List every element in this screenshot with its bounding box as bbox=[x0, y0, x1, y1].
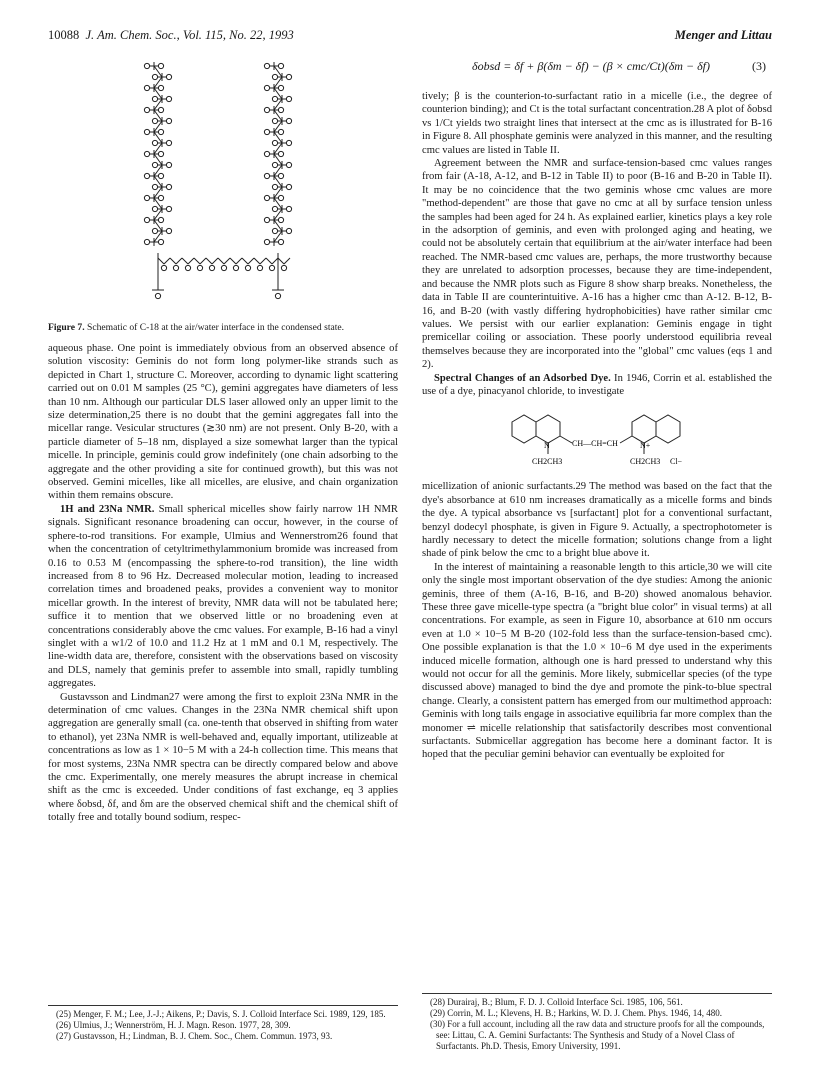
footnotes-left bbox=[48, 1005, 398, 1042]
paragraph: Agreement between the NMR and surface-tension-based cmc values ranges from fair (A-18, A-12, and B-12 in Table II) to poor (B-16 and B-20 in Table II). It may be no coincidence that the two geminis whose cmc values are more "method-dependent" are those that gave no cmc at all by surface tension unless the samples had been aged for 24 h. As explained earlier, kinetics plays a key role in the adsorption of geminis, and even with prolonged aging and heating, we could not be absolutely certain that equilibrium at the air/water interface had been reached. The NMR-based cmc values are, perhaps, the more trustworthy because they are unrelated to adsorption processes, because they are time-independent, and because the NMR plots such as Figure 8 show sharp breaks. Nonetheless, the data in Table II are counterintuitive. A-16 has a higher cmc than A-12. B-12, B-16, and B-20 (with vastly differing hydrophobicities) have rather similar cmc values. We persist with our earlier explanation: Geminis engage in tight premicellar coiling or association. These poorly understood equilibria reveal themselves because they are incorporated into the "global" cmc values (eqs 1 and 2). bbox=[422, 158, 772, 371]
dye-n-right: N+ bbox=[640, 441, 651, 451]
section-heading: Spectral Changes of an Adsorbed Dye. bbox=[434, 372, 611, 384]
right-column bbox=[422, 58, 772, 762]
section-heading: 1H and 23Na NMR. bbox=[60, 503, 155, 515]
journal-citation: J. Am. Chem. Soc., Vol. 115, No. 22, 1993 bbox=[85, 28, 294, 42]
reference: (27) Gustavsson, H.; Lindman, B. J. Chem. Soc., Chem. Commun. 1973, 93. bbox=[56, 1031, 333, 1041]
left-column bbox=[48, 58, 398, 825]
dye-chain: CH—CH=CH bbox=[572, 439, 618, 449]
reference: (25) Menger, F. M.; Lee, J.-J.; Aikens, P.; Davis, S. J. Colloid Interface Sci. 1989, 129, 185. bbox=[56, 1009, 386, 1019]
paragraph: tively; β is the counterion-to-surfactant ratio in a micelle (i.e., the degree of counterion binding); and Ct is the total surfactant concentration.28 A plot of δobsd vs 1/Ct yields two straight lines that intersect at the cmc as is illustrated for B-16 in Figure 8. All phosphate geminis were analyzed in this manner, and the resulting cmc values are listed in Table II. bbox=[422, 91, 772, 156]
paragraph: In the interest of maintaining a reasonable length to this article,30 we will cite only the single most important observation of the dye studies: Among the anionic geminis, three of them (A-16, B-16, and B-20) showed anomalous behavior. These three gave micelle-type spectra (a "bright blue color" in visual terms) at all concentrations. For example, as seen in Figure 10, absorbance at 610 nm occurs even at 1.0 × 10−5 M B-20 (102-fold less than the surface-tension-based cmc). One possible explanation is that the 1.0 × 10−6 M dye used in the experiments induced micelle formation, although one is hard pressed to understand why this would not occur for all the geminis. More likely, submicellar species (of the type discussed above) managed to bind the dye and promote the pink-to-blue spectral change. Clearly, a consistent pattern has emerged from our multimethod approach: Geminis with long tails engage in associative equilibria far more complex than the monomer ⇌ micelle relationship that satisfactorily describes most conventional surfactants. Submicellar aggregation has become here a dominant factor. It is hoped that the peculiar gemini behavior can eventually be exploited for bbox=[422, 561, 772, 761]
paragraph: Spectral Changes of an Adsorbed Dye. In 1946, Corrin et al. established the use of a dye, pinacyanol chloride, to investigate bbox=[422, 372, 772, 397]
paragraph: 1H and 23Na NMR. Small spherical micelles show fairly narrow 1H NMR signals. Significant resonance broadening can occur, however, in the course of sphere-to-rod transitions. For example, Ulmius and Wennerstrom26 found that when the concentration of cetyltrimethylammonium bromide was increased from 0.16 to 0.53 M (encompassing the sphere-to-rod transition), the line width increased from 8 to 96 Hz. Decreased molecular motion, leading to increased correlation times and broadened peaks, provides a convenient way to monitor micellar growth. In the interest of brevity, NMR data will not be tabulated here; suffice it to mention that we observed little or no broadening even at concentrations considerably above the cmc values. For example, B-16 had a vinyl singlet with a w1/2 of 10.0 and 11.2 Hz at 1 mM and 0.1 M, respectively. The line-width data are, therefore, consistent with the observations based on viscosity and DLS, namely that geminis prefer to assemble into small, rapidly tumbling aggregates. bbox=[48, 503, 398, 690]
figure-7 bbox=[48, 58, 398, 320]
figure-caption: Figure 7. Schematic of C-18 at the air/water interface in the condensed state. bbox=[48, 322, 345, 333]
molecule-schematic bbox=[128, 58, 328, 316]
running-authors: Menger and Littau bbox=[674, 28, 772, 42]
dye-ethyl-right: CH2CH3 bbox=[630, 457, 661, 467]
equation-number: (3) bbox=[752, 59, 766, 73]
paragraph: micellization of anionic surfactants.29 The method was based on the fact that the dye's absorbance at 610 nm increases dramatically as a micelle forms and binds the dye. A typical absorbance vs [surfactant] plot for a conventional surfactant, benzyl dodecyl phosphate, is given in Figure 9. Actually, a spectrophotometer is hardly necessary to detect the micelle formation; solutions change from a light shade of pink below the cmc to a bright blue above it. bbox=[422, 481, 772, 560]
reference: (29) Corrin, M. L.; Klevens, H. B.; Harkins, W. D. J. Chem. Phys. 1946, 14, 480. bbox=[430, 1008, 722, 1018]
reference: (26) Ulmius, J.; Wennerström, H. J. Magn. Reson. 1977, 28, 309. bbox=[56, 1020, 291, 1030]
equation-formula: δobsd = δf + β(δm − δf) − (β × cmc/Ct)(δm − δf) bbox=[472, 59, 710, 73]
equation-3 bbox=[422, 58, 772, 90]
pinacyanol-structure bbox=[422, 398, 772, 480]
page-number: 10088 bbox=[48, 28, 80, 42]
dye-counterion: Cl− bbox=[670, 457, 683, 467]
paragraph: Gustavsson and Lindman27 were among the first to exploit 23Na NMR in the determination of cmc values. Changes in the 23Na NMR chemical shift upon aggregation are generally small (ca. one-tenth that observed in shifting from water to ethanol), yet 23Na NMR is well-behaved and, equally important, utilizeable at concentrations as low as 1 × 10−5 M with a 24-h collection time. This means that for most systems, 23Na NMR spectra can be directly compared below and above the cmc. Experimentally, one merely measures the abrupt increase in chemical shift as the cmc is exceeded. Under conditions of fast exchange, eq 3 applies where δobsd, δf, and δm are the observed chemical shift and the chemical shift of totally free and totally bound sodium, respec- bbox=[48, 691, 398, 824]
dye-ethyl-left: CH2CH3 bbox=[532, 457, 563, 467]
paragraph: aqueous phase. One point is immediately obvious from an observed absence of solution viscosity: Geminis do not form long polymer-like strands such as depicted in Chart 1, structure C. Moreover, according to dynamic light scattering carried out on 0.01 M samples (25 °C), gemini aggregates have diameters of less than 10 nm. Although our particular DLS laser allowed only an upper limit to the size determination,25 there is no doubt that the gemini aggregates fall into the micellar range. Vesicular structures (≳30 nm) are not present. Only B-20, with a particle diameter of 5–18 nm, displayed a size somewhat larger than the typical micelle. In principle, geminis could grow indefinitely (one chain adsorbing to the aggregate and the other providing a site for continued growth), but this was not observed. Gemini micelles, like all micelles, are elusive, and chain organization within them remains obscure. bbox=[48, 343, 398, 502]
reference: (30) For a full account, including all the raw data and structure proofs for all the compounds, see: Littau, C. A. Gemini Surfactants: The Synthesis and Study of a Novel Class of Surfactants. Ph.D. Thesis, Emory University, 1991. bbox=[430, 1019, 765, 1051]
dye-n-left: N bbox=[544, 441, 550, 451]
reference: (28) Durairaj, B.; Blum, F. D. J. Colloid Interface Sci. 1985, 106, 561. bbox=[430, 997, 683, 1007]
footnotes-right bbox=[422, 993, 772, 1052]
dye-structure-drawing bbox=[492, 402, 712, 478]
